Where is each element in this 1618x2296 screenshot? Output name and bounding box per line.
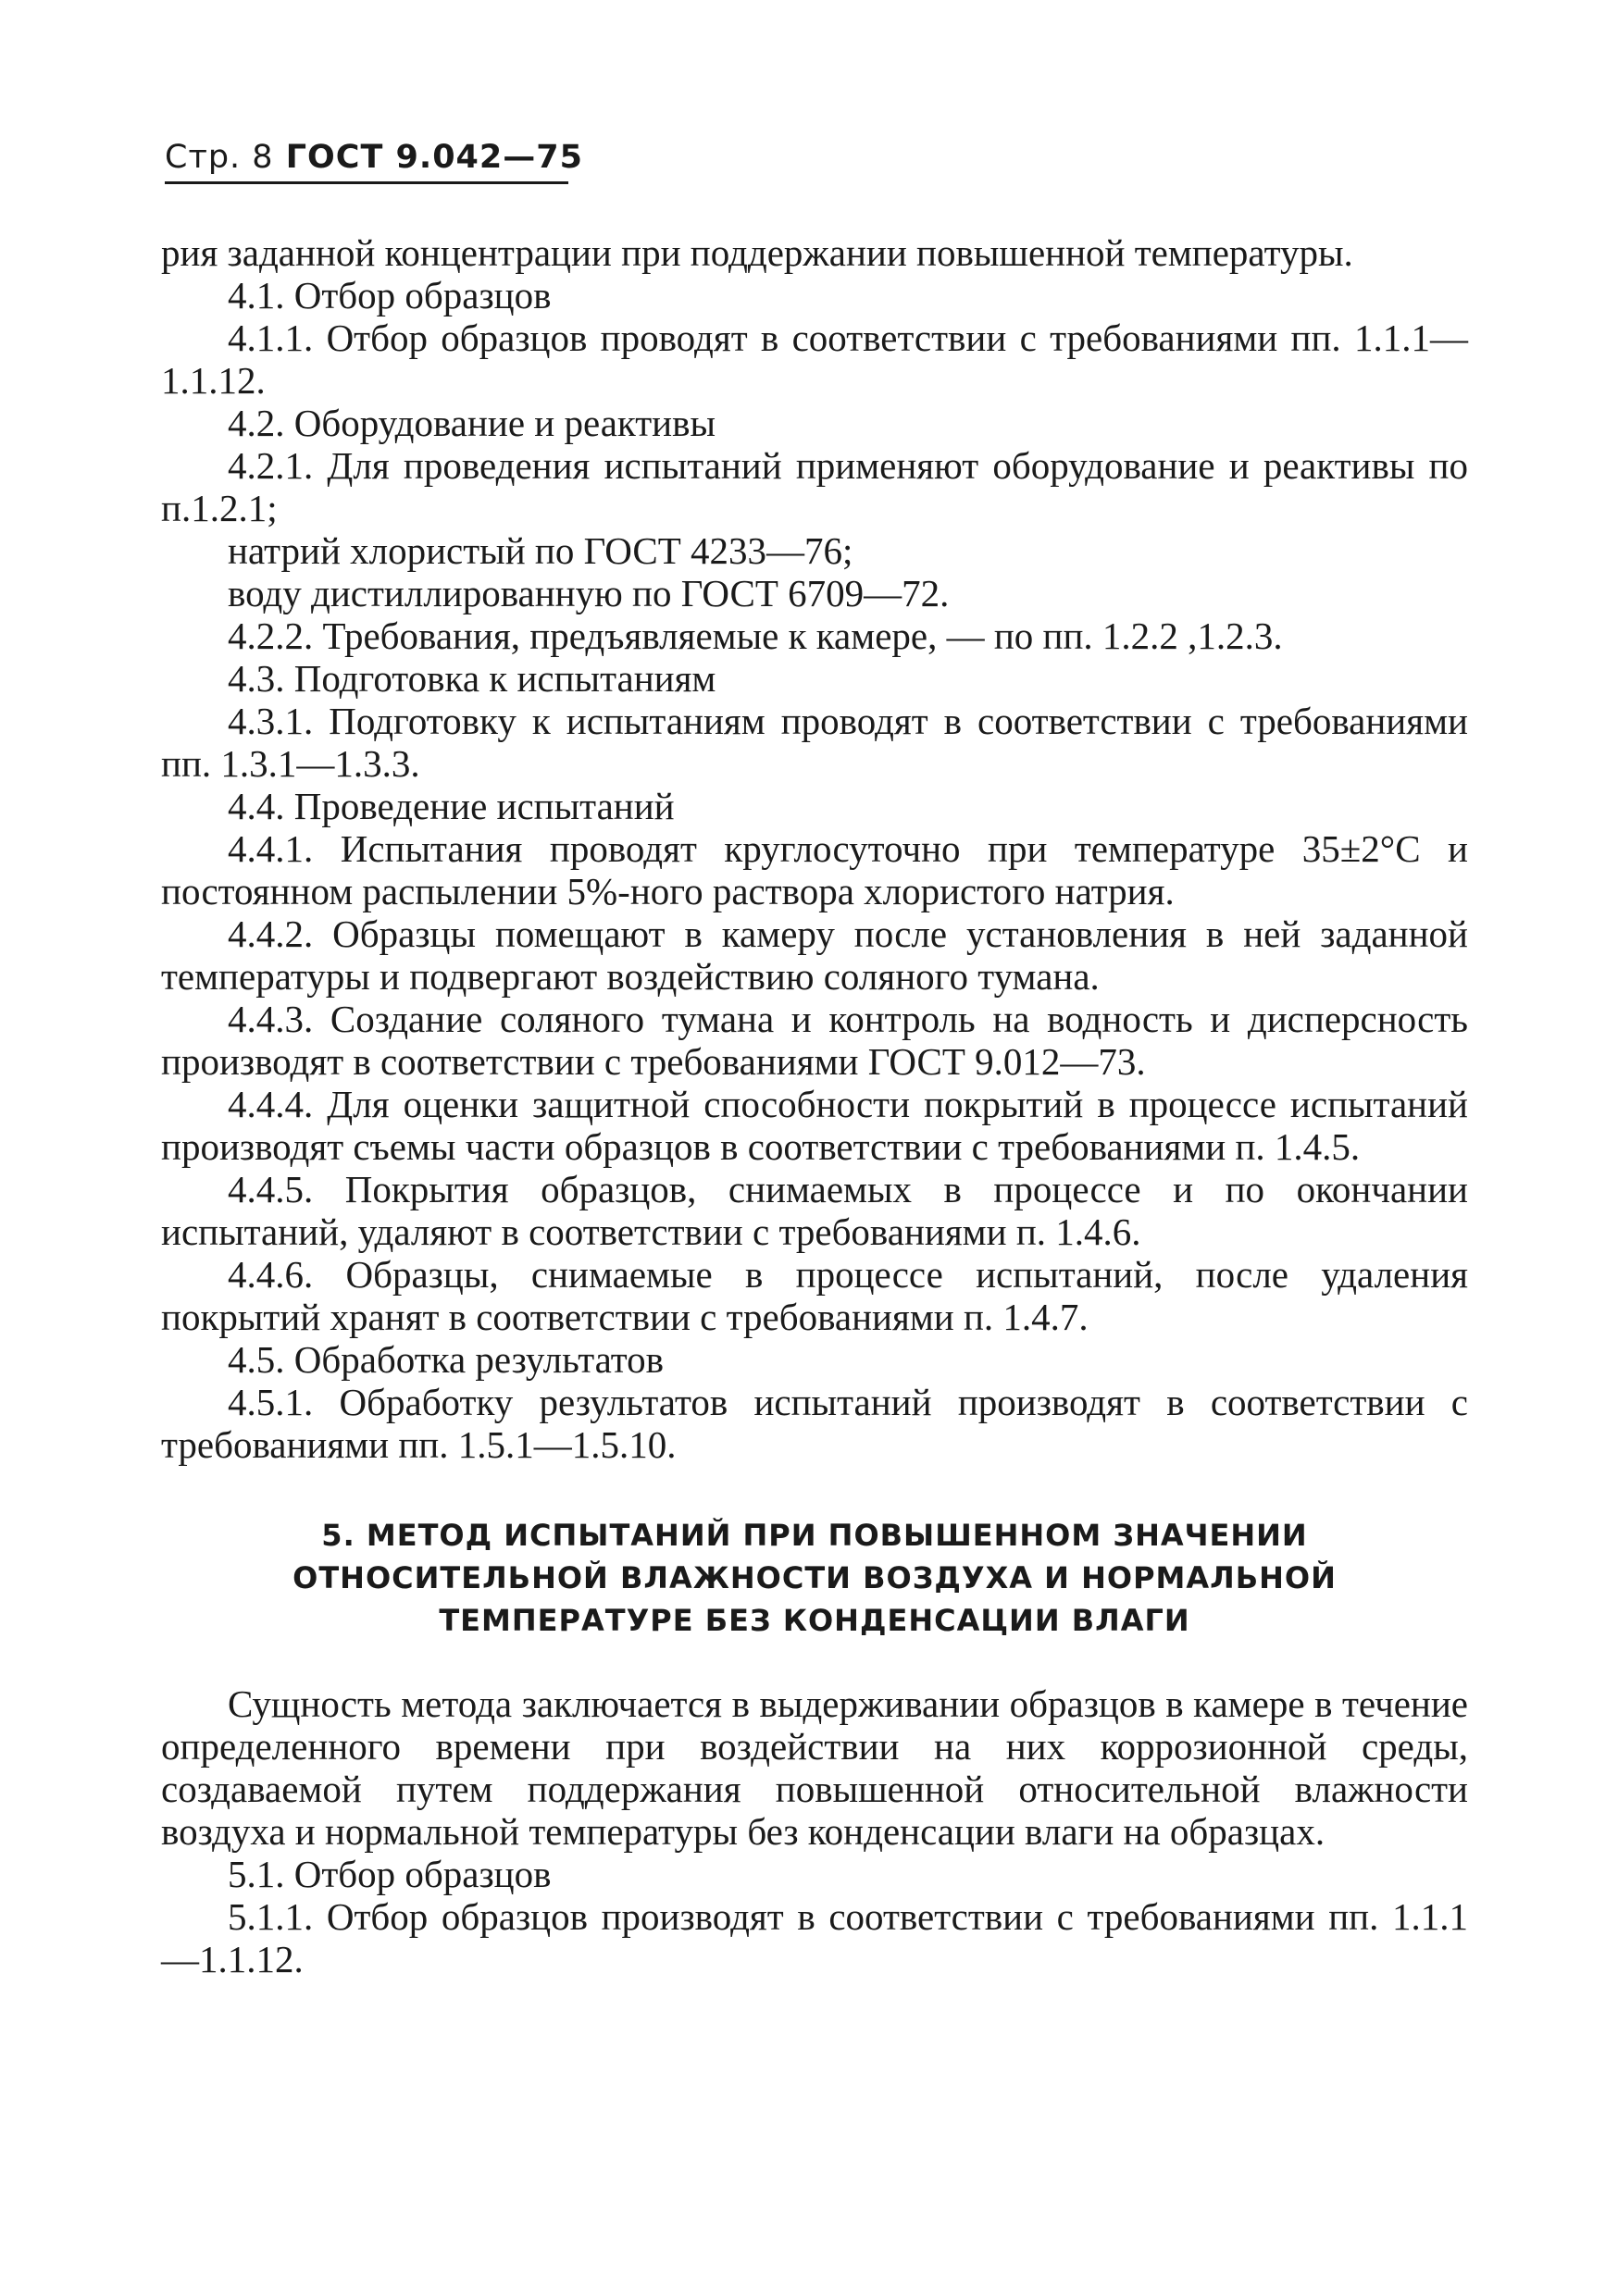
section-5-text [161,1682,1468,1980]
paragraph: 4.4.6. Образцы, снимаемые в процессе испытаний, после удаления покрытий хранят в соответствии с требованиями п. 1.4.7. [161,1253,1468,1338]
paragraph: 4.5. Обработка результатов [228,1338,665,1381]
paragraph: натрий хлористый по ГОСТ 4233—76; [228,529,853,572]
paragraph: 4.3. Подготовка к испытаниям [228,657,716,700]
section-4-text [161,231,1468,1466]
paragraph: воду дистиллированную по ГОСТ 6709—72. [228,572,950,614]
paragraph: 4.2.2. Требования, предъявляемые к камере, — по пп. 1.2.2 ,1.2.3. [228,614,1283,657]
paragraph: 5.1. Отбор образцов [228,1853,552,1895]
paragraph: 4.2. Оборудование и реактивы [228,402,716,444]
paragraph: 4.2.1. Для проведения испытаний применяют оборудование и реактивы по п.1.2.1; [161,444,1468,529]
paragraph: 4.4. Проведение испытаний [228,785,675,827]
header-rule [165,181,568,184]
document-body [161,231,1468,1980]
paragraph: рия заданной концентрации при поддержании повышенной температуры. [161,231,1353,274]
running-header [165,139,583,176]
paragraph: 4.4.4. Для оценки защитной способности покрытий в процессе испытаний производят съемы части образцов в соответствии с требованиями п. 1.4.5. [161,1083,1468,1168]
paragraph: 4.3.1. Подготовку к испытаниям проводят в соответствии с требованиями пп. 1.3.1—1.3.3. [161,700,1468,785]
paragraph: 4.4.1. Испытания проводят круглосуточно при температуре 35±2°С и постоянном распылении 5%-ного раствора хлористого натрия. [161,827,1468,912]
paragraph: 4.1.1. Отбор образцов проводят в соответствии с требованиями пп. 1.1.1—1.1.12. [161,316,1468,402]
paragraph: 5.1.1. Отбор образцов производят в соответствии с требованиями пп. 1.1.1—1.1.12. [161,1895,1468,1980]
page-number: Стр. 8 [165,139,274,176]
paragraph: 4.4.2. Образцы помещают в камеру после установления в ней заданной температуры и подвергают воздействию соляного тумана. [161,912,1468,998]
standard-designation: ГОСТ 9.042—75 [285,139,583,176]
paragraph: 4.4.3. Создание соляного тумана и контроль на водность и дисперсность производят в соответствии с требованиями ГОСТ 9.012—73. [161,998,1468,1083]
paragraph: 4.1. Отбор образцов [228,274,552,316]
paragraph: 4.5.1. Обработку результатов испытаний производят в соответствии с требованиями пп. 1.5.1—1.5.10. [161,1381,1468,1466]
paragraph: 4.4.5. Покрытия образцов, снимаемых в процессе и по окончании испытаний, удаляют в соответствии с требованиями п. 1.4.6. [161,1168,1468,1253]
paragraph: Сущность метода заключается в выдерживании образцов в камере в течение определенного времени при воздействии на них коррозионной среды, создаваемой путем поддержания повышенной относительной влажности воздуха и нормальной температуры без конденсации влаги на образцах. [161,1682,1468,1853]
section-5-heading: 5. МЕТОД ИСПЫТАНИЙ ПРИ ПОВЫШЕННОМ ЗНАЧЕНИИ ОТНОСИТЕЛЬНОЙ ВЛАЖНОСТИ ВОЗДУХА И НОРМАЛЬНОЙ ТЕМПЕРАТУРЕ БЕЗ КОНДЕНСАЦИИ ВЛАГИ [292,1518,1337,1638]
